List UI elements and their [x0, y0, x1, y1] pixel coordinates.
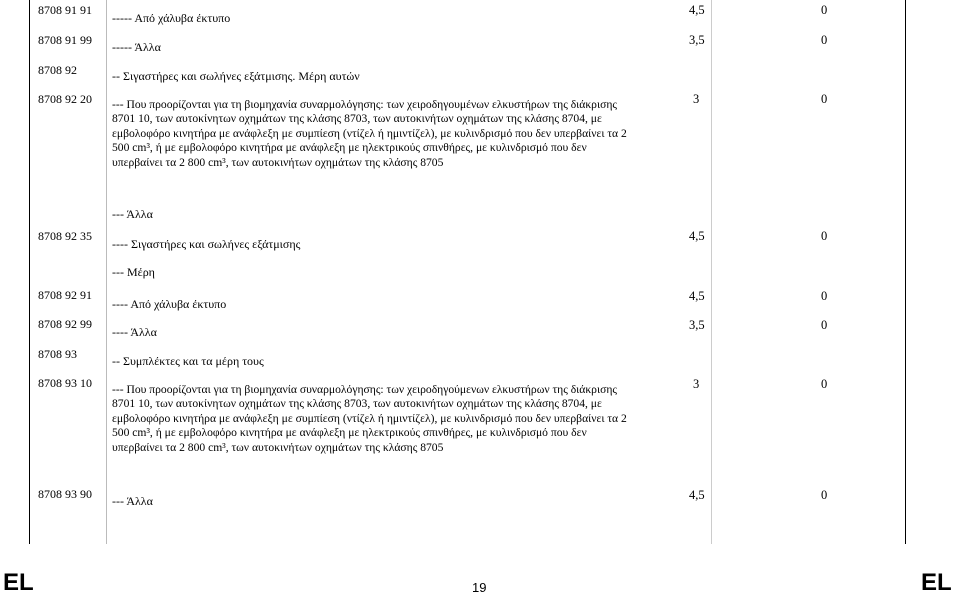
table-border-right	[905, 0, 906, 544]
description: --- Άλλα	[112, 207, 153, 221]
page-number: 19	[472, 580, 487, 595]
cn-code: 8708 93	[38, 347, 77, 361]
cn-code: 8708 91 91	[38, 3, 92, 17]
supplementary-unit: 0	[821, 289, 828, 303]
duty-rate: 4,5	[689, 289, 705, 303]
description: ----- Από χάλυβα έκτυπο	[112, 11, 231, 25]
cn-code: 8708 93 10	[38, 376, 92, 390]
duty-rate: 3	[693, 92, 700, 106]
cn-code: 8708 92 20	[38, 92, 92, 106]
description: --- Που προορίζονται για τη βιομηχανία συναρμολόγησης: των χειροδηγουμένων ελκυστήρων της διάκρισης 8701 10, των αυτοκίνητων οχημάτων της κλάσης 8703, των αυτοκινήτων οχημάτων της κλάσης 8704, με εμβολοφόρο κινητήρα με ανάφλεξη με συμπίεση (ντίζελ ή ημιντίζελ), με κυλινδρισμό που δεν υπερβαίνει τα 2 500 cm³, ή με εμβολοφόρο κινητήρα με ανάφλεξη με ηλεκτρικούς σπινθήρες, με κυλινδρισμό που δεν υπερβαίνει τα 2 800 cm³, των αυτοκινήτων οχημάτων της κλάσης 8705	[112, 98, 627, 169]
cn-code: 8708 92	[38, 63, 77, 77]
duty-rate: 4,5	[689, 3, 705, 17]
cn-code: 8708 92 35	[38, 229, 92, 243]
cn-code: 8708 92 99	[38, 317, 92, 331]
cn-code: 8708 91 99	[38, 33, 92, 47]
supplementary-unit: 0	[821, 488, 828, 502]
duty-rate: 4,5	[689, 229, 705, 243]
description: ---- Άλλα	[112, 325, 157, 339]
column-divider	[711, 0, 712, 544]
supplementary-unit: 0	[821, 92, 828, 106]
description: ---- Σιγαστήρες και σωλήνες εξάτμισης	[112, 237, 301, 251]
cn-code: 8708 93 90	[38, 487, 92, 501]
supplementary-unit: 0	[821, 377, 828, 391]
supplementary-unit: 0	[821, 3, 828, 17]
description: --- Που προορίζονται για τη βιομηχανία συναρμολόγησης: των χειροδηγούμενων ελκυστήρων της διάκρισης 8701 10, των αυτοκίνητων οχημάτων της κλάσης 8703, των αυτοκινήτων οχημάτων της κλάσης 8704, με εμβολοφόρο κινητήρα με ανάφλεξη με συμπίεση (ντίζελ ή ημιντίζελ), με κυλινδρισμό που δεν υπερβαίνει τα 2 500 cm³, ή με εμβολοφόρο κινητήρα με ανάφλεξη με ηλεκτρικούς σπινθήρες, με κυλινδρισμό που δεν υπερβαίνει τα 2 800 cm³, των αυτοκινήτων οχημάτων της κλάσης 8705	[112, 383, 627, 454]
duty-rate: 4,5	[689, 488, 705, 502]
description: -- Σιγαστήρες και σωλήνες εξάτμισης. Μέρη αυτών	[112, 69, 360, 83]
duty-rate: 3,5	[689, 33, 705, 47]
duty-rate: 3	[693, 377, 700, 391]
supplementary-unit: 0	[821, 33, 828, 47]
supplementary-unit: 0	[821, 229, 828, 243]
language-code-right: EL	[921, 569, 952, 596]
description: -- Συμπλέκτες και τα μέρη τους	[112, 354, 264, 368]
cn-code: 8708 92 91	[38, 288, 92, 302]
language-code-left: EL	[3, 569, 34, 596]
description: ---- Από χάλυβα έκτυπο	[112, 297, 227, 311]
table-border-left	[29, 0, 30, 544]
column-divider	[106, 0, 107, 544]
description: ----- Άλλα	[112, 40, 161, 54]
supplementary-unit: 0	[821, 318, 828, 332]
description: --- Άλλα	[112, 494, 153, 508]
duty-rate: 3,5	[689, 318, 705, 332]
description: --- Μέρη	[112, 265, 155, 279]
